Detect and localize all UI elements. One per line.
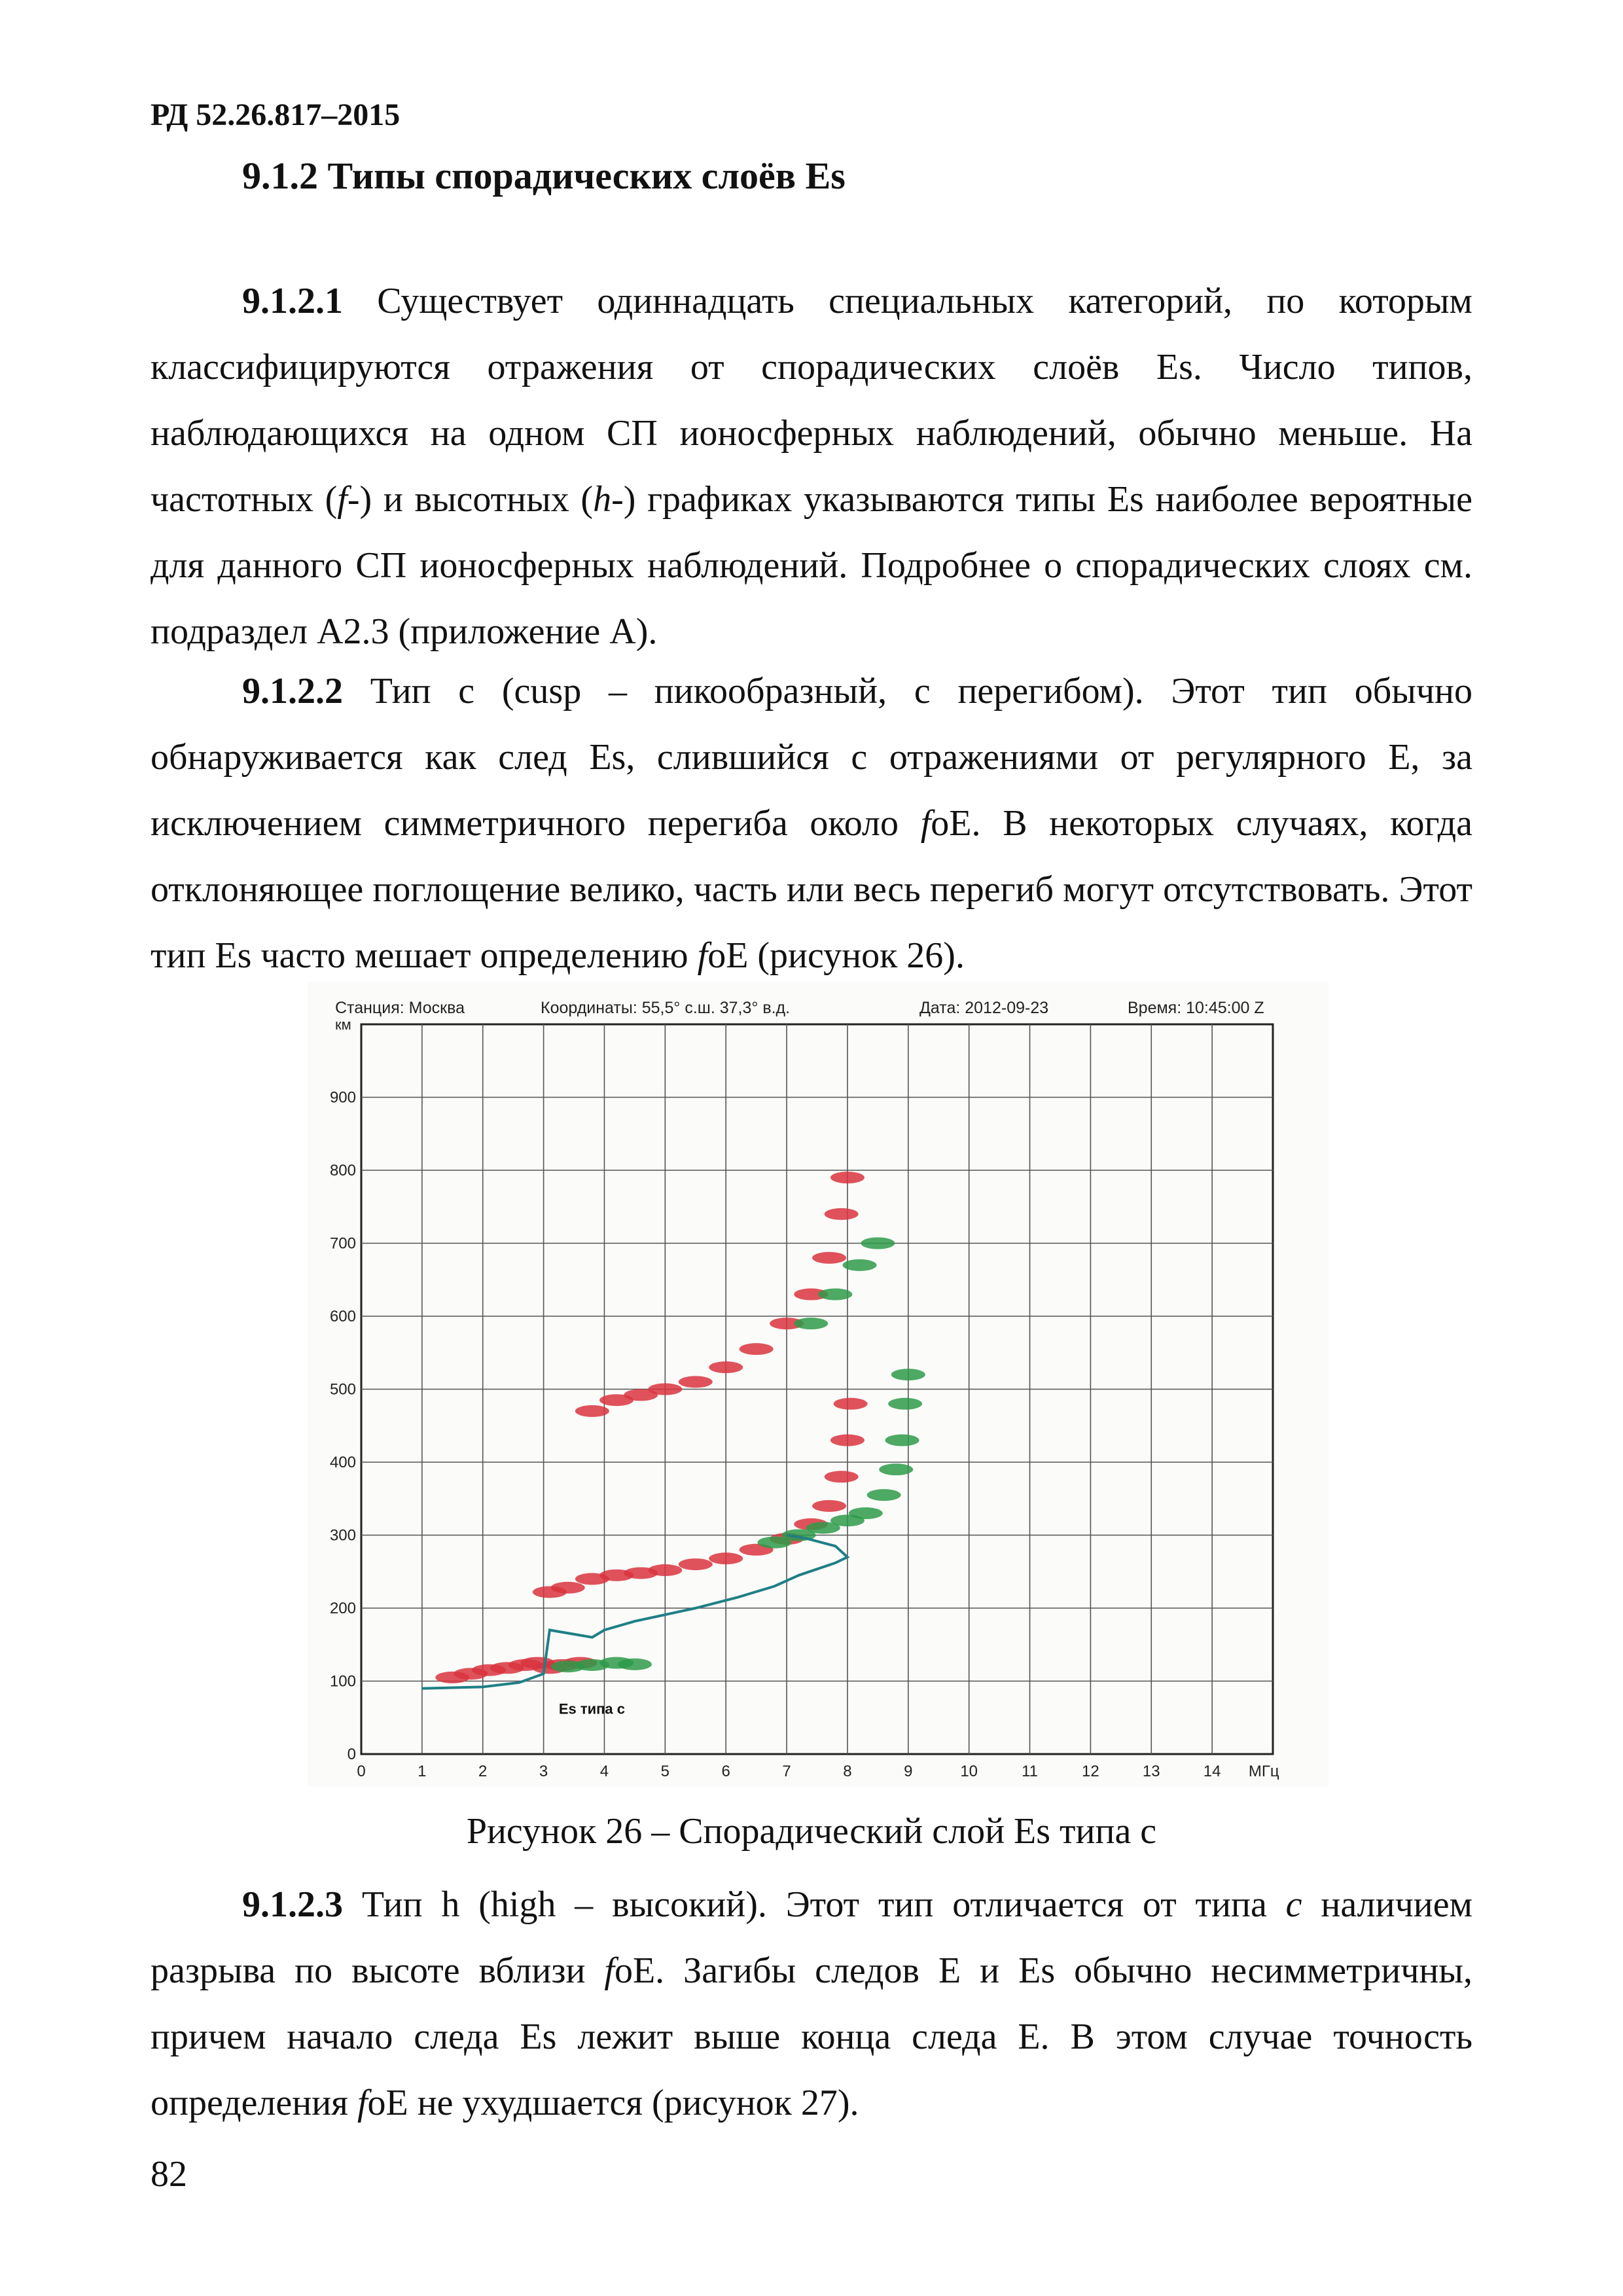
paragraph-text: Тип h (high – высокий). Этот тип отличается от типа: [343, 1884, 1286, 1925]
echo-trace-point: [891, 1369, 925, 1380]
italic-symbol: h: [593, 479, 612, 520]
echo-trace-point: [679, 1558, 713, 1570]
y-tick-label: 900: [329, 1088, 356, 1107]
italic-symbol: f: [697, 935, 708, 976]
echo-trace-point: [740, 1343, 774, 1355]
echo-trace-point: [551, 1582, 585, 1594]
x-tick-label: 7: [782, 1763, 791, 1780]
paragraph-text: oE. В некоторых случаях, когда отклоняющее поглощение велико, часть или весь перегиб могут отсутствовать. Этот тип Es часто мешает определению: [151, 803, 1472, 976]
paragraph-9-1-2-3: [151, 1872, 1472, 2136]
italic-symbol: f: [337, 479, 348, 520]
echo-trace-point: [679, 1376, 713, 1388]
section-title: 9.1.2 Типы спорадических слоёв Es: [242, 154, 846, 197]
paragraph-text: -) и высотных (: [347, 479, 594, 520]
x-tick-label: 4: [599, 1763, 609, 1780]
y-tick-label: 100: [329, 1672, 356, 1691]
x-tick-label: 6: [721, 1763, 730, 1780]
y-axis-label: км: [335, 1016, 351, 1033]
echo-trace-point: [575, 1405, 609, 1417]
x-tick-label: 11: [1022, 1763, 1038, 1780]
y-tick-label: 700: [329, 1234, 356, 1253]
x-tick-label: 2: [478, 1763, 488, 1780]
paragraph-text: Тип c (cusp – пикообразный, с перегибом). Этот тип обычно обнаруживается как след Es, слившийся с отражениями от регулярного E, за исключением симметричного перегиба около: [151, 671, 1472, 844]
echo-trace-point: [709, 1361, 743, 1373]
x-axis-unit: МГц: [1248, 1763, 1279, 1780]
page-number: 82: [151, 2154, 187, 2195]
echo-trace-point: [825, 1471, 859, 1482]
echo-trace-point: [843, 1259, 877, 1271]
x-tick-label: 14: [1203, 1763, 1221, 1780]
es-type-annotation: Es типа c: [558, 1700, 626, 1717]
x-tick-label: 3: [539, 1763, 548, 1780]
paragraph-number: 9.1.2.3: [242, 1884, 343, 1925]
ionogram-figure: [308, 982, 1329, 1787]
echo-trace-point: [861, 1238, 895, 1249]
paragraph-number: 9.1.2.1: [242, 281, 343, 321]
x-tick-label: 13: [1142, 1763, 1160, 1780]
x-tick-labels: [357, 1763, 1221, 1780]
paragraph-9-1-2-2: [151, 658, 1472, 989]
date-label: Дата: 2012-09-23: [919, 999, 1049, 1017]
echo-trace-point: [648, 1564, 682, 1576]
italic-symbol: f: [357, 2083, 368, 2123]
paragraph-9-1-2-1: [151, 268, 1472, 665]
italic-symbol: f: [604, 1950, 615, 1991]
echo-trace-point: [867, 1489, 901, 1501]
x-tick-label: 9: [904, 1763, 913, 1780]
y-tick-label: 0: [347, 1746, 356, 1763]
figure-caption: Рисунок 26 – Спорадический слой Es типа c: [466, 1811, 1157, 1852]
x-tick-label: 0: [357, 1763, 366, 1780]
italic-symbol: f: [920, 803, 931, 844]
paragraph-text: oE. Загибы следов E и Es обычно несимметричны, причем начало следа Es лежит выше конца следа E. В этом случае точность определения: [151, 1950, 1472, 2123]
ionogram-chart: [308, 982, 1329, 1787]
x-tick-label: 12: [1082, 1763, 1099, 1780]
echo-trace-point: [825, 1208, 859, 1220]
x-tick-label: 10: [960, 1763, 978, 1780]
time-label: Время: 10:45:00 Z: [1128, 999, 1264, 1017]
coordinates-label: Координаты: 55,5° с.ш. 37,3° в.д.: [541, 999, 791, 1017]
echo-trace-point: [830, 1435, 865, 1446]
paragraph-text: oE (рисунок 26).: [707, 935, 965, 976]
echo-trace-point: [885, 1435, 919, 1446]
paragraph-text: oE не ухудшается (рисунок 27).: [367, 2083, 859, 2123]
paragraph-number: 9.1.2.2: [242, 671, 343, 711]
echo-trace-point: [709, 1552, 743, 1564]
y-tick-label: 400: [329, 1454, 356, 1471]
y-tick-label: 300: [329, 1526, 356, 1545]
echo-trace-point: [812, 1252, 846, 1264]
echo-trace-point: [794, 1318, 828, 1329]
paragraph-text: наличием разрыва по высоте вблизи: [151, 1884, 1473, 1991]
echo-trace-point: [849, 1507, 883, 1519]
y-tick-label: 800: [329, 1162, 356, 1179]
y-tick-label: 600: [329, 1308, 356, 1325]
document-code-header: РД 52.26.817–2015: [151, 98, 401, 132]
echo-trace-point: [812, 1500, 846, 1512]
x-tick-label: 8: [843, 1763, 852, 1780]
station-label: Станция: Москва: [335, 999, 465, 1017]
chart-background: [308, 982, 1329, 1787]
italic-symbol: c: [1285, 1884, 1302, 1925]
echo-trace-point: [888, 1398, 922, 1410]
y-tick-label: 500: [329, 1380, 356, 1399]
x-tick-label: 5: [660, 1763, 670, 1780]
echo-trace-point: [830, 1172, 865, 1183]
paragraph-text: -) графиках указываются типы Es наиболее вероятные для данного СП ионосферных наблюдений. Подробнее о спорадических слоях см. подраздел А2.3 (приложение А).: [151, 479, 1472, 652]
echo-trace-point: [648, 1384, 682, 1395]
x-tick-label: 1: [418, 1763, 427, 1780]
echo-trace-point: [879, 1463, 913, 1475]
echo-trace-point: [818, 1289, 852, 1300]
paragraph-text: Существует одиннадцать специальных категорий, по которым классифицируются отражения от спорадических слоёв Es. Число типов, наблюдающихся на одном СП ионосферных наблюдений, обычно меньше. На частотных (: [151, 281, 1472, 520]
y-tick-label: 200: [329, 1600, 356, 1617]
echo-trace-point: [618, 1659, 652, 1670]
echo-trace-point: [834, 1398, 868, 1410]
